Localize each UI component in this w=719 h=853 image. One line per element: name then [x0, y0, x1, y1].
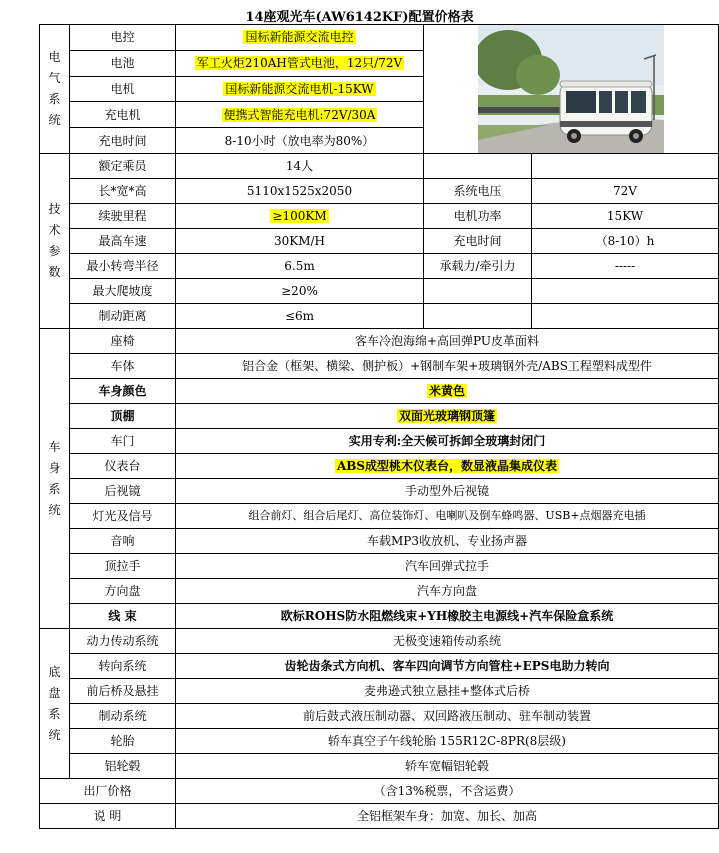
row-label-2: 充电时间	[424, 229, 532, 254]
vehicle-photo-cell	[424, 25, 719, 154]
row-value: 铝合金（框架、横梁、侧护板）+钢制车架+玻璃钢外壳/ABS工程塑料成型件	[176, 354, 719, 379]
row-value: 30KM/H	[176, 229, 424, 254]
row-value: 轿车宽幅铝轮毂	[176, 754, 719, 779]
row-label-2: 系统电压	[424, 179, 532, 204]
row-label: 顶棚	[70, 404, 176, 429]
row-label: 铝轮毂	[70, 754, 176, 779]
row-label: 音响	[70, 529, 176, 554]
row-value: 麦弗逊式独立悬挂+整体式后桥	[176, 679, 719, 704]
section-tech: 技术参数	[40, 154, 70, 329]
table-row	[40, 25, 719, 51]
table-row	[40, 679, 719, 704]
row-label: 车身颜色	[70, 379, 176, 404]
row-label: 最小转弯半径	[70, 254, 176, 279]
row-label: 电控	[70, 25, 176, 51]
table-row	[40, 279, 719, 304]
row-label: 转向系统	[70, 654, 176, 679]
row-label: 电机	[70, 76, 176, 102]
table-row	[40, 304, 719, 329]
row-label: 顶拉手	[70, 554, 176, 579]
row-label: 仪表台	[70, 454, 176, 479]
row-value: ≥20%	[176, 279, 424, 304]
table-row	[40, 154, 719, 179]
row-value-2: 15KW	[532, 204, 719, 229]
notes-value: 全铝框架车身：加宽、加长、加高	[176, 804, 719, 829]
row-value: 车载MP3收放机、专业扬声器	[176, 529, 719, 554]
row-value: 14人	[176, 154, 424, 179]
row-label: 前后桥及悬挂	[70, 679, 176, 704]
row-label: 座椅	[70, 329, 176, 354]
table-row	[40, 504, 719, 529]
row-label-2	[424, 304, 532, 329]
table-row	[40, 329, 719, 354]
row-label-2	[424, 279, 532, 304]
table-row	[40, 754, 719, 779]
row-value: 8-10小时（放电率为80%）	[176, 128, 424, 154]
row-label: 额定乘员	[70, 154, 176, 179]
row-label: 灯光及信号	[70, 504, 176, 529]
row-value: 手动型外后视镜	[176, 479, 719, 504]
row-value: 无极变速箱传动系统	[176, 629, 719, 654]
row-label: 最高车速	[70, 229, 176, 254]
table-row	[40, 454, 719, 479]
row-value: 前后鼓式液压制动器、双回路液压制动、驻车制动装置	[176, 704, 719, 729]
row-label: 制动系统	[70, 704, 176, 729]
row-value: ABS成型桃木仪表台，数显液晶集成仪表	[176, 454, 719, 479]
table-row	[40, 654, 719, 679]
row-label: 车门	[70, 429, 176, 454]
table-row	[40, 179, 719, 204]
row-label: 线 束	[70, 604, 176, 629]
section-chassis: 底盘系统	[40, 629, 70, 779]
table-row	[40, 804, 719, 829]
row-label: 动力传动系统	[70, 629, 176, 654]
price-label: 出厂价格	[40, 779, 176, 804]
row-value: 客车冷泡海绵+高回弹PU皮革面料	[176, 329, 719, 354]
row-label-2	[424, 154, 532, 179]
row-value: 汽车方向盘	[176, 579, 719, 604]
table-row	[40, 529, 719, 554]
table-row	[40, 354, 719, 379]
row-label: 续驶里程	[70, 204, 176, 229]
table-row	[40, 229, 719, 254]
row-value-2	[532, 154, 719, 179]
row-value-2: 72V	[532, 179, 719, 204]
table-row	[40, 429, 719, 454]
row-label: 轮胎	[70, 729, 176, 754]
row-value-2: -----	[532, 254, 719, 279]
page-title: 14座观光车(AW6142KF)配置价格表	[245, 10, 474, 25]
price-value: （含13%税票，不含运费）	[176, 779, 719, 804]
row-label: 制动距离	[70, 304, 176, 329]
table-row	[40, 604, 719, 629]
row-value: 轿车真空子午线轮胎 155R12C-8PR(8层级)	[176, 729, 719, 754]
row-value-2	[532, 279, 719, 304]
spec-table	[39, 24, 719, 829]
row-value: 5110x1525x2050	[176, 179, 424, 204]
row-label: 后视镜	[70, 479, 176, 504]
row-value: 双面光玻璃钢顶篷	[176, 404, 719, 429]
row-value: ≤6m	[176, 304, 424, 329]
row-label: 方向盘	[70, 579, 176, 604]
row-value: 欧标ROHS防水阻燃线束+YH橡胶主电源线+汽车保险盒系统	[176, 604, 719, 629]
row-value: ≥100KM	[176, 204, 424, 229]
row-value: 齿轮齿条式方向机、客车四向调节方向管柱+EPS电助力转向	[176, 654, 719, 679]
row-value: 米黄色	[176, 379, 719, 404]
row-value-2	[532, 304, 719, 329]
table-row	[40, 204, 719, 229]
notes-label: 说 明	[40, 804, 176, 829]
row-label: 充电时间	[70, 128, 176, 154]
row-value: 汽车回弹式拉手	[176, 554, 719, 579]
row-label-2: 电机功率	[424, 204, 532, 229]
vehicle-photo	[478, 25, 664, 153]
table-row	[40, 729, 719, 754]
row-label: 最大爬坡度	[70, 279, 176, 304]
table-row	[40, 629, 719, 654]
row-value: 6.5m	[176, 254, 424, 279]
row-value: 国标新能源交流电控	[176, 25, 424, 51]
row-value: 便携式智能充电机:72V/30A	[176, 102, 424, 128]
row-label: 电池	[70, 50, 176, 76]
table-row	[40, 779, 719, 804]
row-value: 国标新能源交流电机-15KW	[176, 76, 424, 102]
row-label: 车体	[70, 354, 176, 379]
table-row	[40, 579, 719, 604]
row-value-2: （8-10）h	[532, 229, 719, 254]
row-label-2: 承载力/牵引力	[424, 254, 532, 279]
table-row	[40, 404, 719, 429]
table-row	[40, 704, 719, 729]
table-row	[40, 254, 719, 279]
section-electric: 电气系统	[40, 25, 70, 154]
row-label: 长*宽*高	[70, 179, 176, 204]
row-value: 组合前灯、组合后尾灯、高位装饰灯、电喇叭及倒车蜂鸣器、USB+点烟器充电插	[176, 504, 719, 529]
section-body: 车身系统	[40, 329, 70, 629]
row-value: 实用专利:全天候可拆卸全玻璃封闭门	[176, 429, 719, 454]
row-label: 充电机	[70, 102, 176, 128]
table-row	[40, 479, 719, 504]
row-value: 军工火炬210AH管式电池，12只/72V	[176, 50, 424, 76]
table-row	[40, 554, 719, 579]
table-row	[40, 379, 719, 404]
